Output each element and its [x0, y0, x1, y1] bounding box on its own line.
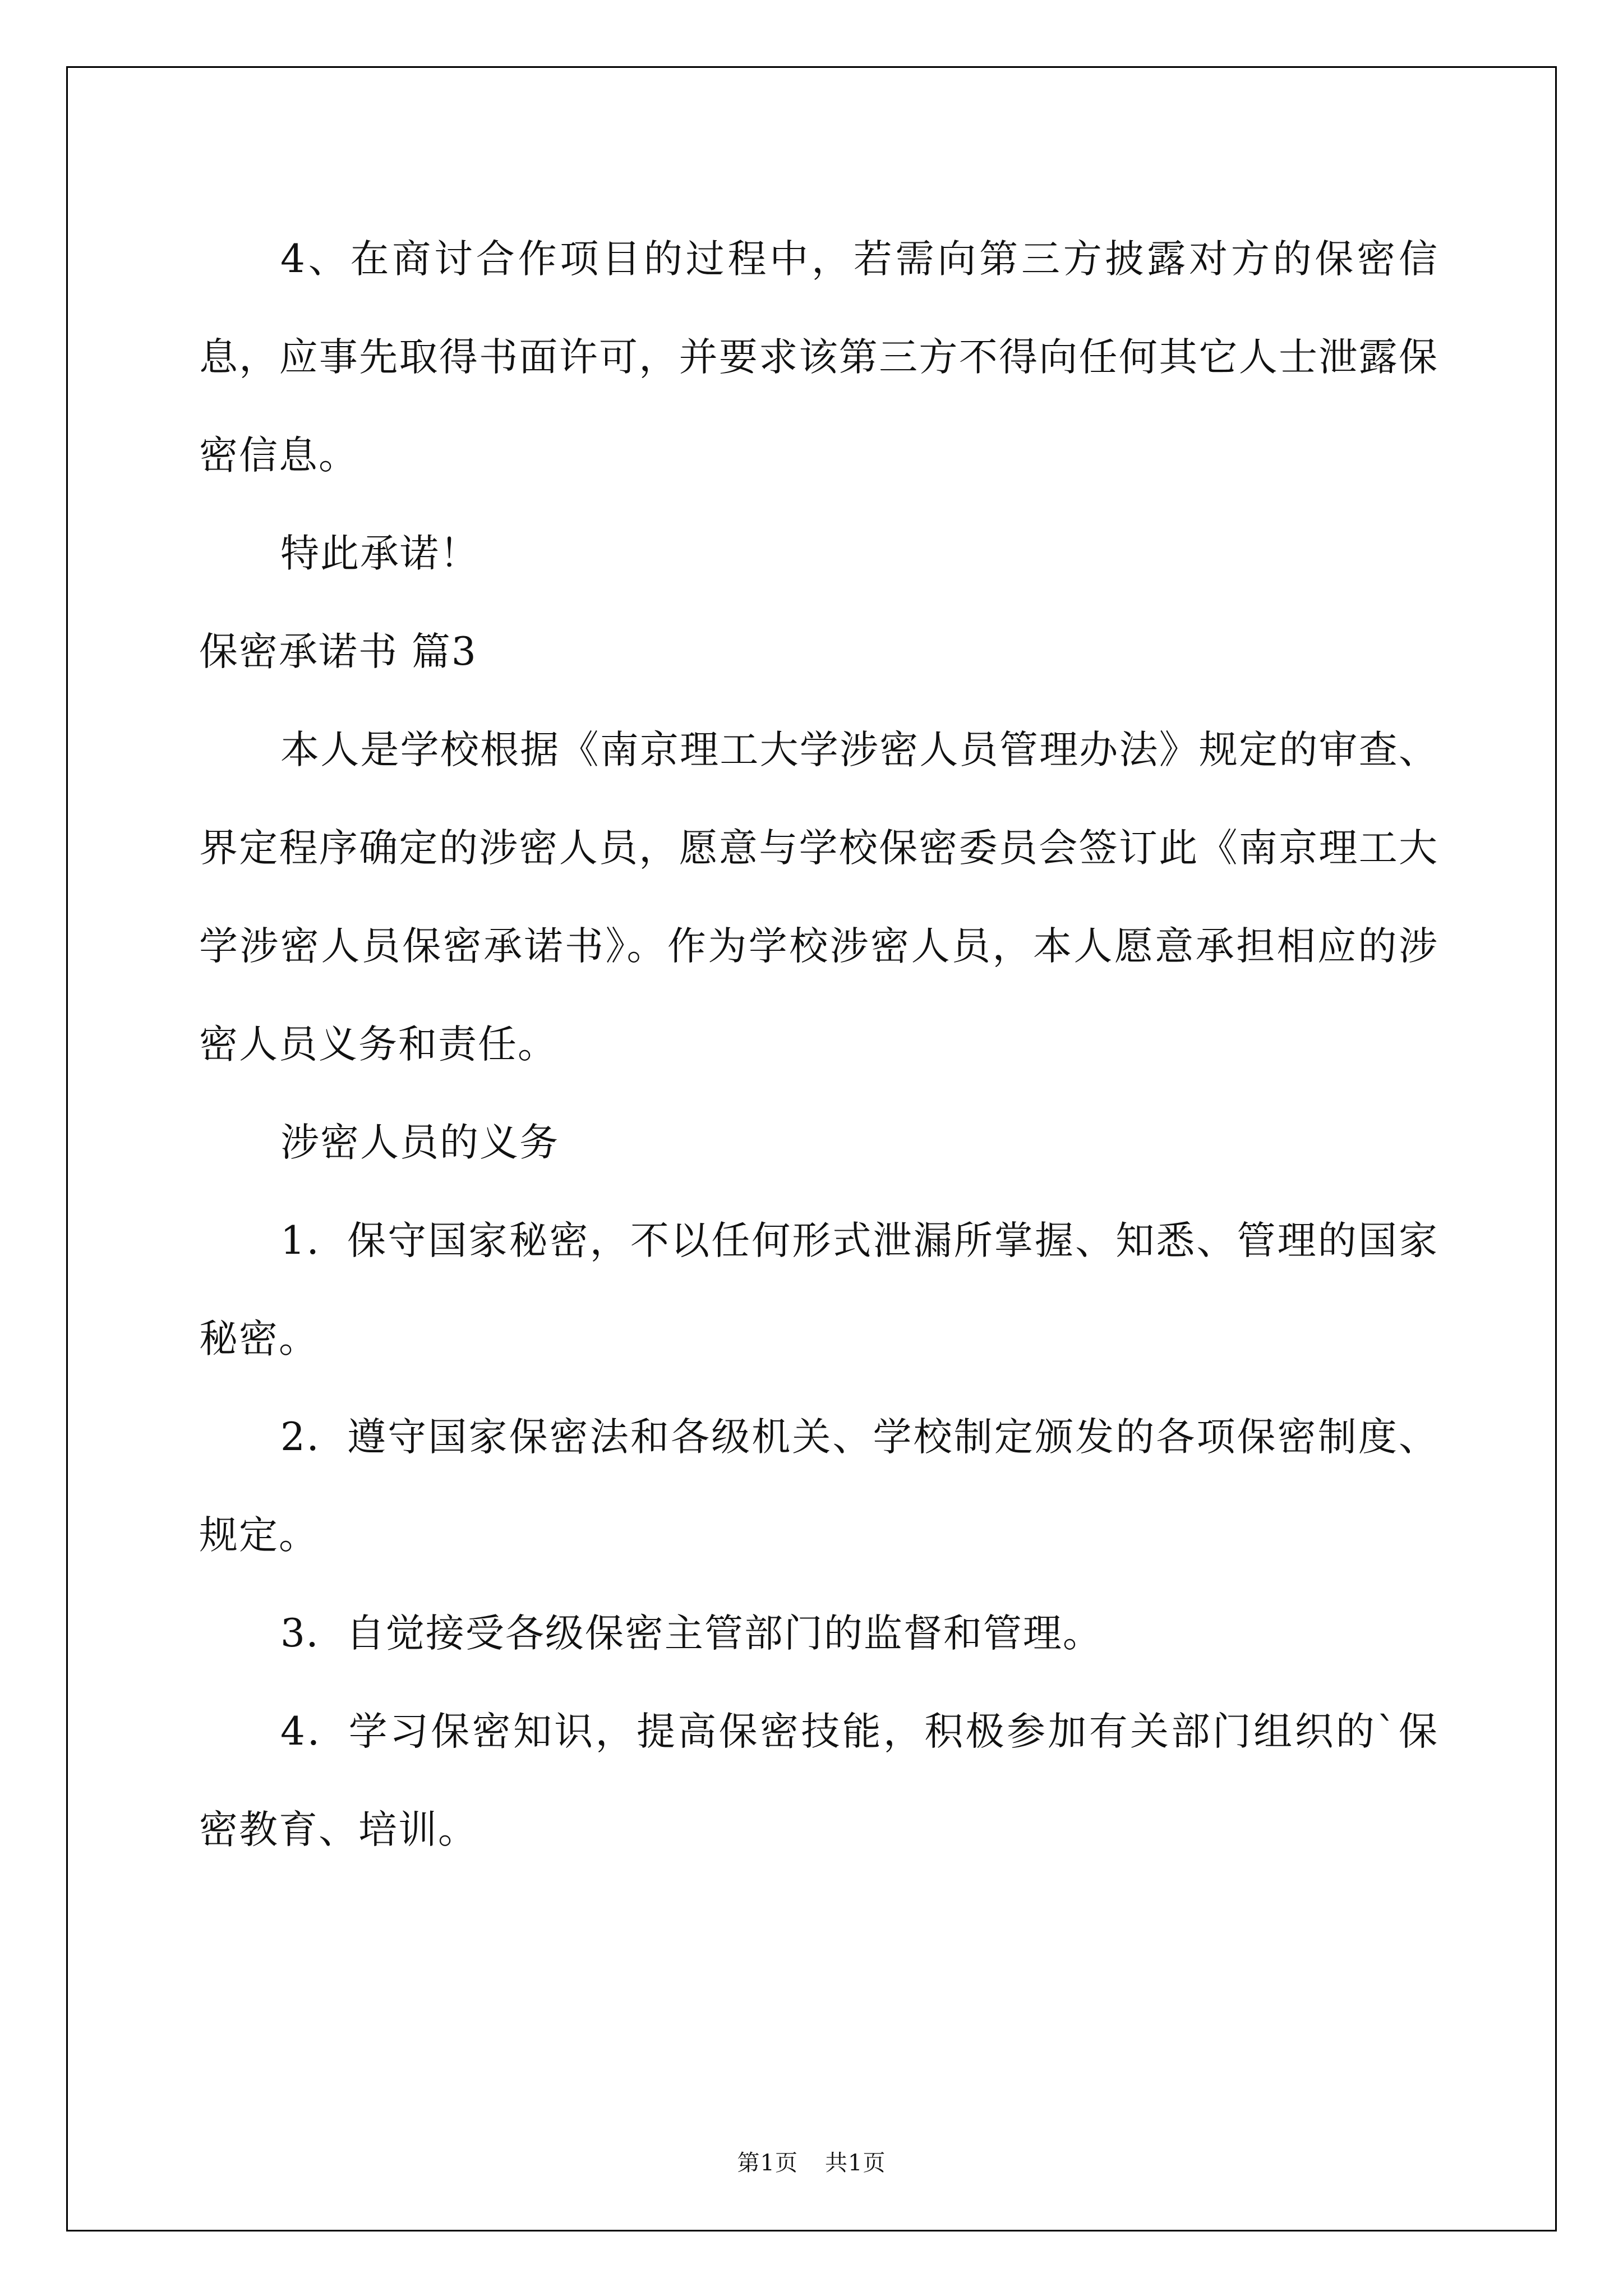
page-footer	[0, 2146, 1623, 2180]
paragraph-duties-title: 涉密人员的义务	[280, 1120, 559, 1165]
section-heading: 保密承诺书 篇3	[199, 629, 477, 674]
paragraph-confidential-disclosure: 4、在商讨合作项目的过程中，若需向第三方披露对方的保密信息，应事先取得书面许可，并要求该第三方不得向任何其它人士泄露保密信息。	[199, 237, 1438, 478]
paragraph-intro: 本人是学校根据《南京理工大学涉密人员管理办法》规定的审查、界定程序确定的涉密人员，愿意与学校保密委员会签订此《南京理工大学涉密人员保密承诺书》。作为学校涉密人员，本人愿意承担相应的涉密人员义务和责任。	[199, 728, 1438, 1067]
document-body	[199, 210, 1438, 1879]
paragraph-duty-2: 2．遵守国家保密法和各级机关、学校制定颁发的各项保密制度、规定。	[199, 1415, 1438, 1558]
paragraph-duty-3: 3．自觉接受各级保密主管部门的监督和管理。	[280, 1611, 1103, 1656]
paragraph-duty-1: 1．保守国家秘密，不以任何形式泄漏所掌握、知悉、管理的国家秘密。	[199, 1218, 1438, 1361]
page-total: 共1页	[825, 2150, 886, 2176]
page-number: 第1页	[737, 2150, 798, 2176]
paragraph-pledge-closing: 特此承诺！	[280, 531, 479, 576]
paragraph-duty-4: 4．学习保密知识，提高保密技能，积极参加有关部门组织的`保密教育、培训。	[199, 1709, 1438, 1852]
